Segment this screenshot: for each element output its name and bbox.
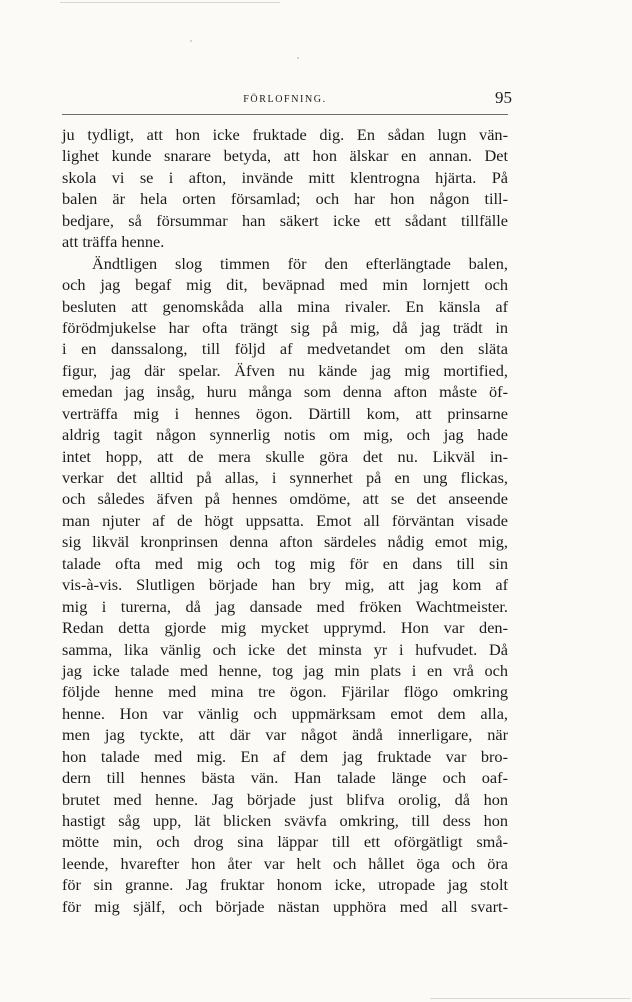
text-line: mötte min, och drog sina läppar till ett oförgätligt små- <box>62 832 508 852</box>
text-line: följde henne med mina tre ögon. Fjärilar flögo omkring <box>62 682 508 702</box>
paper-speck <box>297 57 299 59</box>
text-line: men jag tyckte, att där var något ändå innerligare, när <box>62 725 508 745</box>
text-line: figur, jag där spelar. Äfven nu kände jag mig mortified, <box>62 360 508 380</box>
text-line: dern till hennes bästa vän. Han talade länge och oaf- <box>62 768 508 788</box>
paper-speck <box>190 40 192 42</box>
paragraph <box>62 124 508 253</box>
text-line: besluten att genomskåda alla mina rivaler. En känsla af <box>62 296 508 316</box>
text-line: förödmjukelse har ofta trängt sig på mig, då jag trädt in <box>62 317 508 337</box>
text-line: aldrig tagit någon synnerlig notis om mig, och jag hade <box>62 425 508 445</box>
text-line: Redan detta gjorde mig mycket upprymd. Hon var den- <box>62 618 508 638</box>
text-line: ju tydligt, att hon icke fruktade dig. En sådan lugn vän- <box>62 125 508 144</box>
paragraph <box>62 253 508 918</box>
text-line: balen är hela orten församlad; och har hon någon till- <box>62 189 508 209</box>
text-line: jag icke talade med henne, tog jag min plats i en vrå och <box>62 660 508 680</box>
text-line: hastigt såg upp, lät blicken svävfa omkring, till dess hon <box>62 811 508 830</box>
text-line: brutet med henne. Jag började just blifva orolig, då hon <box>62 789 508 809</box>
text-line: och jag begaf mig dit, beväpnad med min lornjett och <box>62 275 508 295</box>
text-line: sig likväl kronprinsen denna afton särdeles nådig emot mig, <box>62 532 508 552</box>
text-line: lighet kunde snarare betyda, att hon älskar en annan. Det <box>62 146 508 166</box>
text-line: talade ofta med mig och tog mig för en dans till sin <box>62 553 508 573</box>
text-line: intet hopp, att de mera skulle göra det nu. Likväl in- <box>62 446 508 466</box>
text-line: för sin granne. Jag fruktar honom icke, utropade jag stolt <box>62 875 508 895</box>
text-line: bedjare, så försummar han säkert icke ett sådant tillfälle <box>62 210 508 230</box>
text-line: mig i turerna, då jag dansade med fröken Wachtmeister. <box>62 596 508 616</box>
text-line: leende, hvarefter hon åter var helt och hållet öga och öra <box>62 853 508 873</box>
text-line: Ändtligen slog timmen för den efterlängtade balen, <box>92 253 508 273</box>
text-line: att träffa henne. <box>62 232 165 252</box>
text-line: i en danssalong, till följd af medvetandet om den släta <box>62 339 508 359</box>
text-line: skola vi se i afton, invände mitt klentrogna hjärta. På <box>62 167 508 187</box>
text-line: samma, lika vänlig och icke det minsta yr i hufvudet. Då <box>62 639 508 659</box>
scan-edge-line <box>60 2 280 3</box>
text-line: verkar det alltid på allas, i synnerhet på en ung flickas, <box>62 468 508 487</box>
text-line: och således äfven på hennes omdöme, att se det anseende <box>62 489 508 509</box>
body-text <box>62 124 508 917</box>
text-line: henne. Hon var vänlig och uppmärksam emot dem alla, <box>62 703 508 723</box>
text-line: verträffa mig i hennes ögon. Därtill kom, att prinsarne <box>62 403 508 423</box>
text-line: man njuter af de högt uppsatta. Emot all förväntan visade <box>62 510 508 530</box>
text-line: emedan jag insåg, huru många som denna afton måste öf- <box>62 382 508 402</box>
page-header <box>62 86 512 112</box>
text-line: hon talade med mig. En af dem jag fruktade var bro- <box>62 746 508 766</box>
scan-edge-line <box>430 998 630 999</box>
running-head: FÖRLOFNING. <box>243 94 327 105</box>
text-line: för mig själf, och började nästan upphöra med all svart- <box>62 896 508 916</box>
header-rule <box>62 114 508 115</box>
page-number: 95 <box>495 88 512 107</box>
text-line: vis-à-vis. Slutligen började han bry mig, att jag kom af <box>62 575 508 595</box>
